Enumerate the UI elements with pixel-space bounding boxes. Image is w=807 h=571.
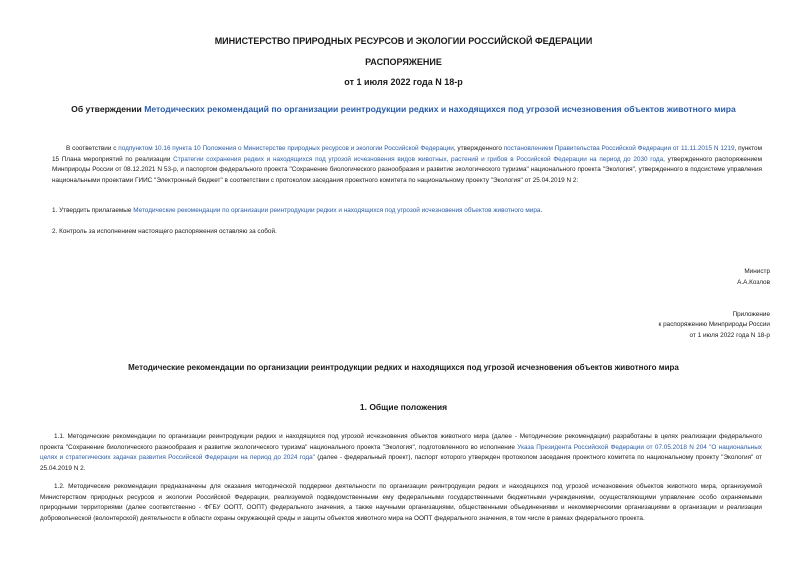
appendix-order: к распоряжению Минприроды России	[658, 321, 770, 328]
p11-link-decree[interactable]: Указа Президента Российской Федерации от 07.05.2018 N 204 "О национальных целях и стратегических задачах развития Российской Федерации на период до 2024 года"	[40, 443, 763, 461]
title-link[interactable]: Методических рекомендаций по организации реинтродукции редких и находящихся под угрозой исчезновения объектов животного мира	[144, 104, 736, 114]
p11-text-1: 1.1. Методические рекомендации по организации реинтродукции редких и находящихся под угрозой исчезновения объектов животного мира (далее - Методические рекомендации) разработаны в целях реализации федерального проекта "Сохранение биологического разнообразия и развитие экологического туризма" национального проекта "Экология", подготовленного во исполнение	[40, 433, 762, 451]
item-1	[52, 206, 542, 216]
guide-title: Методические рекомендации по организации реинтродукции редких и находящихся под угрозой исчезновения объектов животного мира	[128, 363, 679, 372]
item-1-suffix: .	[540, 207, 543, 214]
preamble-link-regulation[interactable]: подпунктом 10.16 пункта 10 Положения о Министерстве природных ресурсов и экологии Российской Федерации	[118, 145, 454, 152]
signature-role: Министр	[744, 268, 770, 275]
document-title	[0, 104, 807, 115]
item-1-link[interactable]: Методические рекомендации по организации реинтродукции редких и находящихся под угрозой исчезновения объектов животного мира	[133, 207, 541, 214]
paragraph-1-2: 1.2. Методические рекомендации предназначены для оказания методической поддержки деятельности по организации реинтродукции редких и находящихся под угрозой исчезновения объектов животного мира, организуемой Министерством природных ресурсов и экологии Российской Федерации, реализуемой подведомственными ему федеральными государственными бюджетными учреждениями, осуществляющими управление особо охраняемыми природными территориями (далее соответственно - ФГБУ ООПТ, ООПТ) федерального значения, а также научными организациями, общественными объединениями и некоммерческими организациями в организации и реализации добровольческой (волонтерской) деятельности в области охраны окружающей среды и защиты объектов животного мира на ООПТ федерального значения, в том числе в рамках федерального проекта.	[40, 483, 762, 522]
preamble-text-3: , пунктом 15 Плана мероприятий по реализации	[52, 145, 762, 163]
preamble-text-4: , утвержденного распоряжением Минприроды России от 08.12.2021 N 53-р, и паспортом федерального проекта "Сохранение биологического разнообразия и развитие экологического туризма" национального проекта "Экология", утвержденного в подсистеме управления национальными проектами ГИИС "Электронный бюджет" в соответствии с протоколом заседания проектного комитета по национальному проекту "Экология" от 25.04.2019 N 2:	[52, 155, 763, 184]
ministry-heading: МИНИСТЕРСТВО ПРИРОДНЫХ РЕСУРСОВ И ЭКОЛОГИИ РОССИЙСКОЙ ФЕДЕРАЦИИ	[214, 36, 593, 46]
preamble-link-strategy[interactable]: Стратегии сохранения редких и находящихся под угрозой исчезновения видов животных, растений и грибов в Российской Федерации на период до 2030 года	[173, 155, 664, 163]
title-prefix: Об утверждении	[71, 104, 145, 114]
appendix-date: от 1 июля 2022 года N 18-р	[689, 332, 770, 339]
preamble-link-resolution[interactable]: постановлением Правительства Российской Федерации от 11.11.2015 N 1219	[503, 145, 735, 152]
preamble-paragraph	[52, 144, 762, 186]
date-number: от 1 июля 2022 года N 18-р	[344, 77, 463, 87]
p11-text-2: (далее - федеральный проект), паспорт которого утвержден протоколом заседания проектного комитета по национальному проекту "Экология" от 25.04.2019 N 2.	[40, 454, 762, 472]
item-2: 2. Контроль за исполнением настоящего распоряжения оставляю за собой.	[52, 228, 277, 235]
doc-type-heading: РАСПОРЯЖЕНИЕ	[365, 57, 442, 67]
preamble-text-1: В соответствии с	[66, 145, 119, 152]
appendix-label: Приложение	[732, 311, 770, 318]
preamble-text-2: , утвержденного	[453, 145, 504, 152]
signature-name: А.А.Козлов	[737, 279, 770, 286]
item-1-prefix: 1. Утвердить прилагаемые	[52, 207, 134, 214]
section-1-title: 1. Общие положения	[359, 402, 448, 412]
paragraph-1-1	[40, 432, 762, 474]
